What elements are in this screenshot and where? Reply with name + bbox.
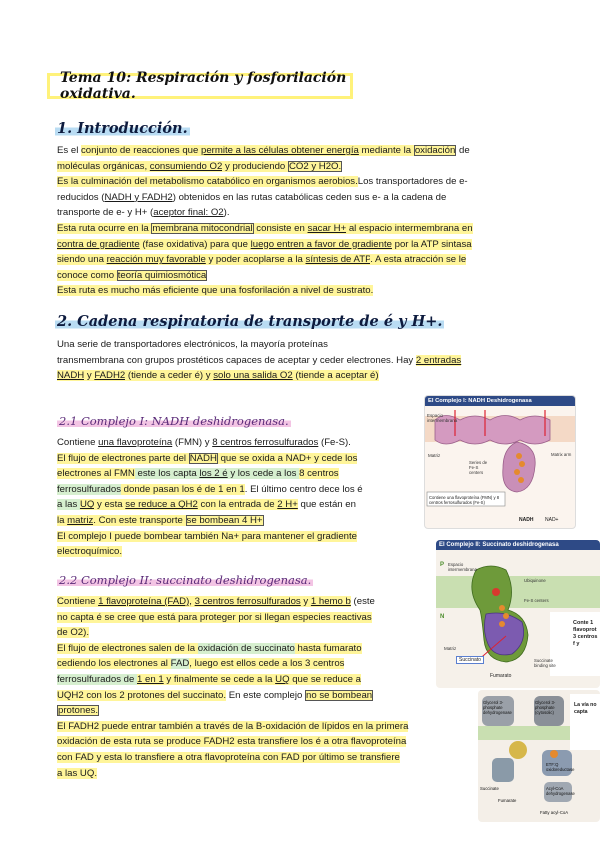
section22-body xyxy=(57,594,408,781)
text-line xyxy=(57,513,363,529)
text-segment: 1 flavoproteína (FAD) xyxy=(98,596,190,607)
text-line xyxy=(57,750,408,766)
label-glycerol: Glycerol 3-phosphate dehydrogenase xyxy=(483,700,512,715)
label-binding: Succinate binding site xyxy=(534,658,556,668)
label-etf: ETF:Q oxidoreductase xyxy=(546,762,575,772)
text-segment: teoría quimiosmótica xyxy=(117,269,207,281)
section21-heading: 2.1 Complejo I: NADH deshidrogenasa. xyxy=(59,414,289,428)
matrix-arm-shape xyxy=(503,442,535,492)
complex-i-diagram xyxy=(425,406,575,524)
text-line xyxy=(57,190,473,206)
text-line xyxy=(57,703,408,719)
text-segment: oxidación de esta ruta se produce FADH2 esta transfiere los é a otra flavoproteína xyxy=(57,736,407,748)
text-segment: con FAD y esta lo transfiere a otra flavoproteína con FAD por último se transfiere xyxy=(57,751,400,763)
text-segment: sacar H+ xyxy=(307,222,347,234)
text-segment: Esta ruta ocurre en la xyxy=(57,222,152,234)
text-segment: Una serie de transportadores electrónicos, la mayoría proteínas xyxy=(57,339,328,350)
fes-center xyxy=(514,469,520,475)
label-glycerol2: Glycerol 3-phosphate (cytosolic) xyxy=(535,700,556,715)
text-line xyxy=(57,268,473,284)
text-segment: electrones al FMN xyxy=(57,468,135,480)
label-fumarate: Fumarate xyxy=(498,798,517,803)
text-segment: con la entrada de xyxy=(197,499,278,511)
section2-heading: 2. Cadena respiratoria de transporte de é y H+. xyxy=(57,313,443,330)
label-matriz: Matriz xyxy=(428,453,441,458)
side-note: La vía no capta xyxy=(574,702,597,715)
text-segment: y poder acoplarse a la xyxy=(205,254,306,266)
text-segment: Contiene xyxy=(57,596,99,607)
text-line xyxy=(57,656,408,672)
text-segment: (fase oxidativa) para que xyxy=(139,238,251,250)
text-segment: mantener el gradiente xyxy=(263,530,357,542)
uq-pool xyxy=(509,741,527,759)
text-segment: a las UQ. xyxy=(57,767,97,779)
text-segment: que se oxida a NAD+ y cede los xyxy=(217,452,358,464)
fadh2-pathways-figure xyxy=(478,690,600,822)
text-segment: no capta é se cree que está para proteger por si llegan especies reactivas xyxy=(57,611,372,623)
label-espacio: Espacio intermembrana xyxy=(448,562,477,572)
text-line xyxy=(57,625,408,641)
text-segment: 1 en 1 xyxy=(137,673,164,685)
text-segment: Esta ruta es mucho más eficiente que una fosforilación a nivel de sustrato. xyxy=(57,285,374,297)
text-segment: ). xyxy=(223,207,230,219)
label-succinate: Succinate xyxy=(480,786,499,791)
fes-center xyxy=(503,613,509,619)
text-line xyxy=(57,205,473,221)
text-segment: por la ATP sintasa xyxy=(391,238,472,250)
text-segment: Los transportadores de e- xyxy=(357,176,468,188)
label-matrix-arm: Matrix arm xyxy=(551,452,572,457)
text-segment: consiste en xyxy=(253,222,308,234)
text-segment: CO2 y H2O. xyxy=(288,160,342,172)
text-segment: UQ xyxy=(79,499,95,511)
text-segment: a las xyxy=(57,499,80,511)
text-segment: transmembrana con grupos prostéticos capaces de aceptar y ceder electrones. Hay xyxy=(57,354,416,366)
label-acyl: Acyl-CoA dehydrogenase xyxy=(546,786,575,796)
text-segment: (este xyxy=(350,596,375,607)
text-line xyxy=(57,688,408,704)
text-segment: Es el xyxy=(57,145,81,156)
text-line xyxy=(57,482,363,498)
text-segment: luego entren a favor de gradiente xyxy=(250,238,392,250)
text-line xyxy=(57,544,363,560)
text-line xyxy=(57,497,363,513)
text-segment: . Con este transporte xyxy=(93,514,186,526)
text-segment: 2 entradas xyxy=(415,354,462,366)
fes-center xyxy=(499,621,505,627)
section1-heading: 1. Introducción. xyxy=(57,120,188,137)
text-segment: una flavoproteína xyxy=(98,437,173,448)
text-segment: 1 hemo b xyxy=(310,596,351,607)
text-line xyxy=(57,159,473,175)
text-line xyxy=(57,221,473,237)
text-segment: y xyxy=(84,370,95,382)
text-segment: (FMN) y xyxy=(172,437,213,448)
label-fatty: Fatty acyl-CoA xyxy=(540,810,569,815)
text-segment: siendo una xyxy=(57,254,107,266)
text-segment: protones. xyxy=(58,705,99,717)
text-line xyxy=(57,252,473,268)
text-segment: (Fe-S). xyxy=(318,437,351,448)
text-line xyxy=(57,283,473,299)
flavoprotein-shape xyxy=(484,613,523,655)
text-segment: oxidación de succinato xyxy=(197,642,295,654)
text-segment: electroquímico. xyxy=(57,546,123,558)
text-line xyxy=(57,594,408,610)
membrane-band xyxy=(436,576,600,608)
text-segment: Contiene xyxy=(57,437,99,448)
text-segment: 8 centros xyxy=(299,468,339,480)
text-segment: y esta xyxy=(94,499,126,511)
label-ubiquinone: Ubiquinone xyxy=(524,578,546,583)
label-succinato: Succinato xyxy=(456,656,484,664)
text-segment: membrana mitocondrial xyxy=(152,222,253,234)
text-segment: , xyxy=(189,596,195,607)
text-segment: síntesis de ATP xyxy=(305,254,371,266)
text-segment: (tiende a aceptar é) xyxy=(292,370,379,382)
page-title: Tema 10: Respiración y fosforilación oxidativa. xyxy=(47,73,353,99)
text-line xyxy=(57,435,363,451)
text-line xyxy=(57,641,408,657)
complex-i-figure xyxy=(424,395,576,529)
succinate-complex xyxy=(492,758,514,782)
text-segment: El flujo de electrones parte del xyxy=(57,452,189,464)
text-line xyxy=(57,174,473,190)
text-segment: . El último centro dece los é xyxy=(244,483,363,495)
text-segment: permite a las células obtener energía xyxy=(201,145,359,156)
text-segment: NADH y FADH2 xyxy=(104,191,173,203)
text-segment: de xyxy=(456,145,470,156)
text-line xyxy=(57,766,408,782)
text-segment: conoce como xyxy=(57,269,117,281)
label-matriz: Matriz xyxy=(444,646,457,651)
side-note: Conte 1 flavoprot 3 centros f y xyxy=(573,620,598,647)
label-fumarato: Fumarato xyxy=(490,673,512,679)
complex-i-figure-title: El Complejo I: NADH Deshidrogenasa xyxy=(425,396,575,406)
text-segment: En este complejo xyxy=(226,689,305,701)
text-segment: . A esta atracción se le xyxy=(370,254,467,266)
text-segment: FADH2 xyxy=(94,370,126,382)
label-fes: Fe-S centers xyxy=(524,598,549,603)
fes-center xyxy=(499,605,505,611)
text-segment: 2 H+ xyxy=(277,499,298,511)
text-segment: y produciendo xyxy=(222,160,288,172)
text-segment: El FADH2 puede entrar también a través de la B-oxidación de lípidos en la primera xyxy=(57,720,409,732)
figure-caption: Contiene una flavoproteína (FMN) y 8 centros ferrosulfurados (Fe-S) xyxy=(429,495,500,505)
text-segment: y xyxy=(300,596,311,607)
text-segment: donde pasan los é de 1 en 1 xyxy=(121,483,245,495)
text-segment: se bombean 4 H+ xyxy=(186,514,263,526)
text-line xyxy=(57,466,363,482)
text-segment: 3 centros xyxy=(305,658,345,670)
complex-ii-figure xyxy=(436,540,600,688)
label-nadh: NADH xyxy=(519,517,534,523)
label-p: P xyxy=(440,562,445,568)
text-segment: matriz xyxy=(67,514,94,526)
text-line xyxy=(57,719,408,735)
text-segment: contra de gradiente xyxy=(57,238,140,250)
text-segment: moléculas orgánicas, xyxy=(57,160,150,172)
section1-body xyxy=(57,143,473,299)
complex-ii-figure-title: El Complejo II: Succinato deshidrogenasa xyxy=(436,540,600,550)
text-segment: y finalmente se cede a la xyxy=(163,673,276,685)
text-segment: se reduce a QH2 xyxy=(125,499,198,511)
section21-body xyxy=(57,435,363,560)
text-segment: UQH2 con los 2 protones del succinato. xyxy=(57,689,227,701)
text-segment: 3 centros ferrosulfurados xyxy=(194,596,301,607)
text-line xyxy=(57,237,473,253)
text-segment: y los cede a los xyxy=(227,468,300,480)
text-segment: no se bombean xyxy=(306,689,373,701)
text-segment: ferrosulfurados de xyxy=(57,673,137,685)
label-espacio: Espacio intermembrana xyxy=(427,413,458,423)
label-series: Series de Fe-S centers xyxy=(469,460,488,475)
text-segment: UQ xyxy=(275,673,290,685)
text-segment: , luego est ellos cede a los xyxy=(189,658,306,670)
text-line xyxy=(57,734,408,750)
text-segment: 8 centros ferrosulfurados xyxy=(212,437,319,448)
text-line xyxy=(57,672,408,688)
text-line xyxy=(57,337,461,353)
text-segment: al espacio intermembrana en xyxy=(346,222,473,234)
text-segment: este los capta xyxy=(134,468,200,480)
text-segment: la xyxy=(57,514,68,526)
text-segment: conjunto de reacciones que xyxy=(81,145,202,156)
text-line xyxy=(57,368,461,384)
text-segment: El complejo I puede bombear también Na+ para xyxy=(57,530,264,542)
label-n: N xyxy=(440,614,445,620)
text-segment: Es la culminación del metabolismo catabólico en organismos aerobios. xyxy=(57,176,358,188)
text-segment: de O2). xyxy=(57,627,89,639)
text-line xyxy=(57,451,363,467)
text-line xyxy=(57,353,461,369)
text-segment: oxidación xyxy=(414,145,456,156)
text-line xyxy=(57,529,363,545)
text-segment: consumiendo O2 xyxy=(149,160,223,172)
text-segment: aceptor final: O2 xyxy=(153,207,224,219)
text-segment: solo una salida O2 xyxy=(213,370,293,382)
label-nad: NAD+ xyxy=(545,517,559,523)
text-segment: NADH xyxy=(189,452,217,464)
section22-heading: 2.2 Complejo II: succinato deshidrogenasa. xyxy=(59,573,312,587)
text-line xyxy=(57,143,473,159)
fes-center xyxy=(519,461,525,467)
text-segment: El flujo de electrones salen de la xyxy=(57,642,198,654)
section2-body xyxy=(57,337,461,384)
fes-center xyxy=(550,750,558,758)
text-segment: mediante la xyxy=(358,145,414,156)
text-segment: hasta fumarato xyxy=(294,642,362,654)
text-segment: ) obtenidos en las rutas catabólicas ceden sus e- a la cadena de xyxy=(172,191,447,203)
fes-center xyxy=(518,477,524,483)
heme-b xyxy=(492,588,500,596)
text-segment: cediendo los electrones al xyxy=(57,658,171,670)
text-segment: que se reduce a xyxy=(289,673,362,685)
text-segment: NADH xyxy=(57,370,85,382)
text-segment: los 2 é xyxy=(199,468,228,480)
text-segment: transporte de e- y H+ ( xyxy=(57,207,154,219)
text-line xyxy=(57,610,408,626)
fes-center xyxy=(516,453,522,459)
text-segment: ferrosulfurados xyxy=(57,483,121,495)
text-segment: que están en xyxy=(297,499,356,511)
text-segment: reducidos ( xyxy=(57,191,105,203)
text-segment: reacción muy favorable xyxy=(106,254,206,266)
text-segment: FAD xyxy=(170,658,190,670)
text-segment: (tiende a ceder é) y xyxy=(125,370,214,382)
